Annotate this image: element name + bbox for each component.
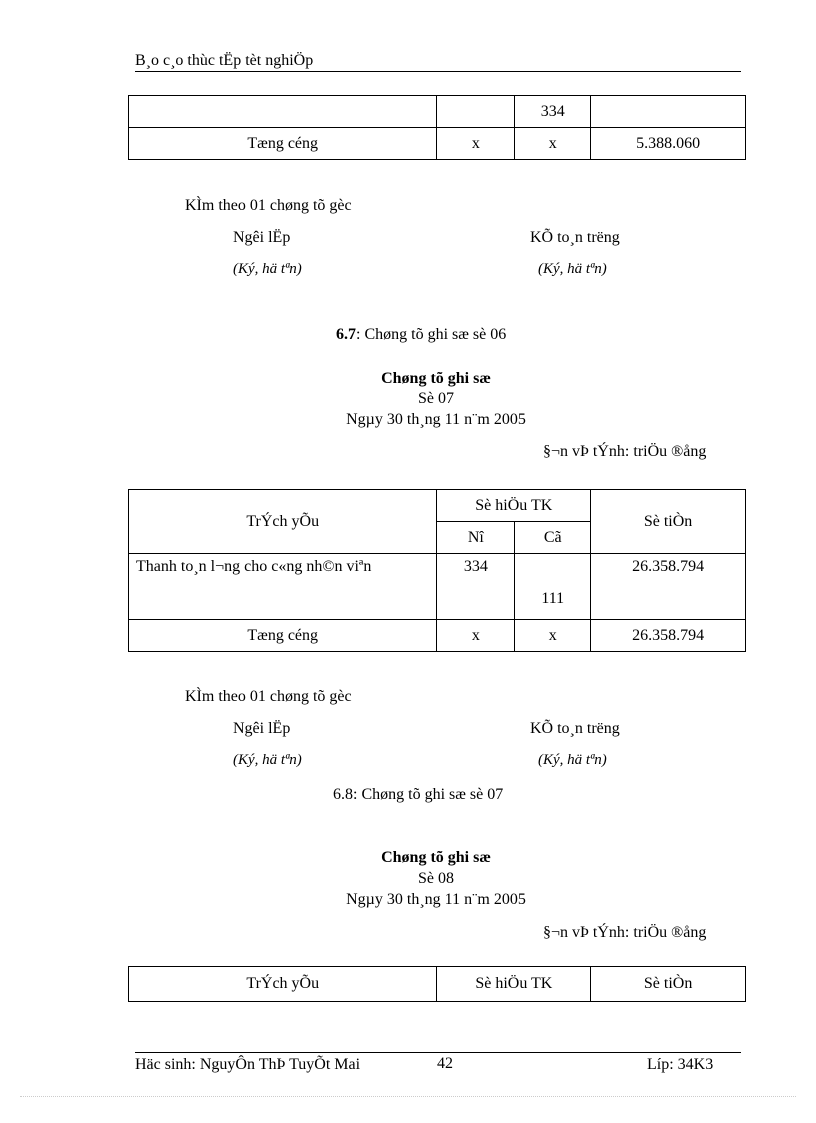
header-tk: Sè hiÖu TK	[437, 967, 591, 1002]
voucher-06-table	[128, 95, 746, 160]
voucher-07-table	[128, 489, 746, 652]
table-header-row	[129, 967, 746, 1002]
table-row	[129, 554, 746, 620]
total-amount: 5.388.060	[591, 128, 746, 160]
row-desc: Thanh to¸n l¬ng cho c«ng nh©n viªn	[129, 554, 437, 620]
row-amount: 26.358.794	[591, 554, 746, 620]
total-row	[129, 620, 746, 652]
row-no: 334	[437, 554, 515, 620]
page-edge-divider	[20, 1096, 796, 1097]
figure-caption-6-7	[336, 326, 506, 344]
voucher-07-date: Ngµy 30 th¸ng 11 n¨m 2005	[346, 411, 526, 428]
footer-rule	[135, 1052, 741, 1053]
voucher-08-date: Ngµy 30 th¸ng 11 n¨m 2005	[346, 891, 526, 908]
footer-student: Häc sinh: NguyÔn ThÞ TuyÕt Mai	[135, 1056, 361, 1073]
header-desc: TrÝch yÕu	[129, 967, 437, 1002]
table-row	[129, 96, 746, 128]
header-tk: Sè hiÖu TK	[437, 490, 591, 522]
footer-class: Líp: 34K3	[647, 1056, 714, 1073]
header-rule	[135, 71, 741, 72]
chief-accountant-label: KÕ to¸n trëng	[530, 229, 620, 246]
total-co: x	[515, 620, 591, 652]
header-desc: TrÝch yÕu	[129, 490, 437, 554]
voucher-07-unit: §¬n vÞ tÝnh: triÖu ®ång	[543, 443, 707, 460]
chief-accountant-sign-note: (Ký, hä tªn)	[538, 261, 607, 277]
row-co: 111	[515, 554, 591, 620]
header-amount: Sè tiÒn	[591, 967, 746, 1002]
total-amount: 26.358.794	[591, 620, 746, 652]
header-co: Cã	[515, 522, 591, 554]
total-row	[129, 128, 746, 160]
voucher-07-title: Chøng tõ ghi sæ	[381, 370, 491, 387]
voucher-08-unit: §¬n vÞ tÝnh: triÖu ®ång	[543, 924, 707, 941]
total-label: Tæng céng	[129, 620, 437, 652]
table-header-row	[129, 490, 746, 522]
page-header-title: B¸o c¸o thùc tËp tèt nghiÖp	[135, 52, 314, 69]
attachment-note: KÌm theo 01 chøng tõ gèc	[185, 197, 352, 214]
preparer-sign-note: (Ký, hä tªn)	[233, 752, 302, 768]
chief-accountant-label: KÕ to¸n trëng	[530, 720, 620, 737]
voucher-08-number: Sè 08	[418, 870, 454, 887]
caption-number: 6.7	[336, 326, 356, 343]
chief-accountant-sign-note: (Ký, hä tªn)	[538, 752, 607, 768]
voucher-08-title: Chøng tõ ghi sæ	[381, 849, 491, 866]
page-number: 42	[437, 1055, 453, 1072]
total-no: x	[437, 620, 515, 652]
total-no: x	[437, 128, 515, 160]
header-amount: Sè tiÒn	[591, 490, 746, 554]
voucher-08-table	[128, 966, 746, 1002]
voucher-07-number: Sè 07	[418, 390, 454, 407]
preparer-sign-note: (Ký, hä tªn)	[233, 261, 302, 277]
attachment-note: KÌm theo 01 chøng tõ gèc	[185, 688, 352, 705]
total-label: Tæng céng	[129, 128, 437, 160]
preparer-label: Ngêi lËp	[233, 720, 291, 737]
preparer-label: Ngêi lËp	[233, 229, 291, 246]
tk-co-cell: 334	[515, 96, 591, 128]
caption-text: : Chøng tõ ghi sæ sè 06	[356, 326, 507, 343]
total-co: x	[515, 128, 591, 160]
header-no: Nî	[437, 522, 515, 554]
figure-caption-6-8: 6.8: Chøng tõ ghi sæ sè 07	[333, 786, 504, 803]
